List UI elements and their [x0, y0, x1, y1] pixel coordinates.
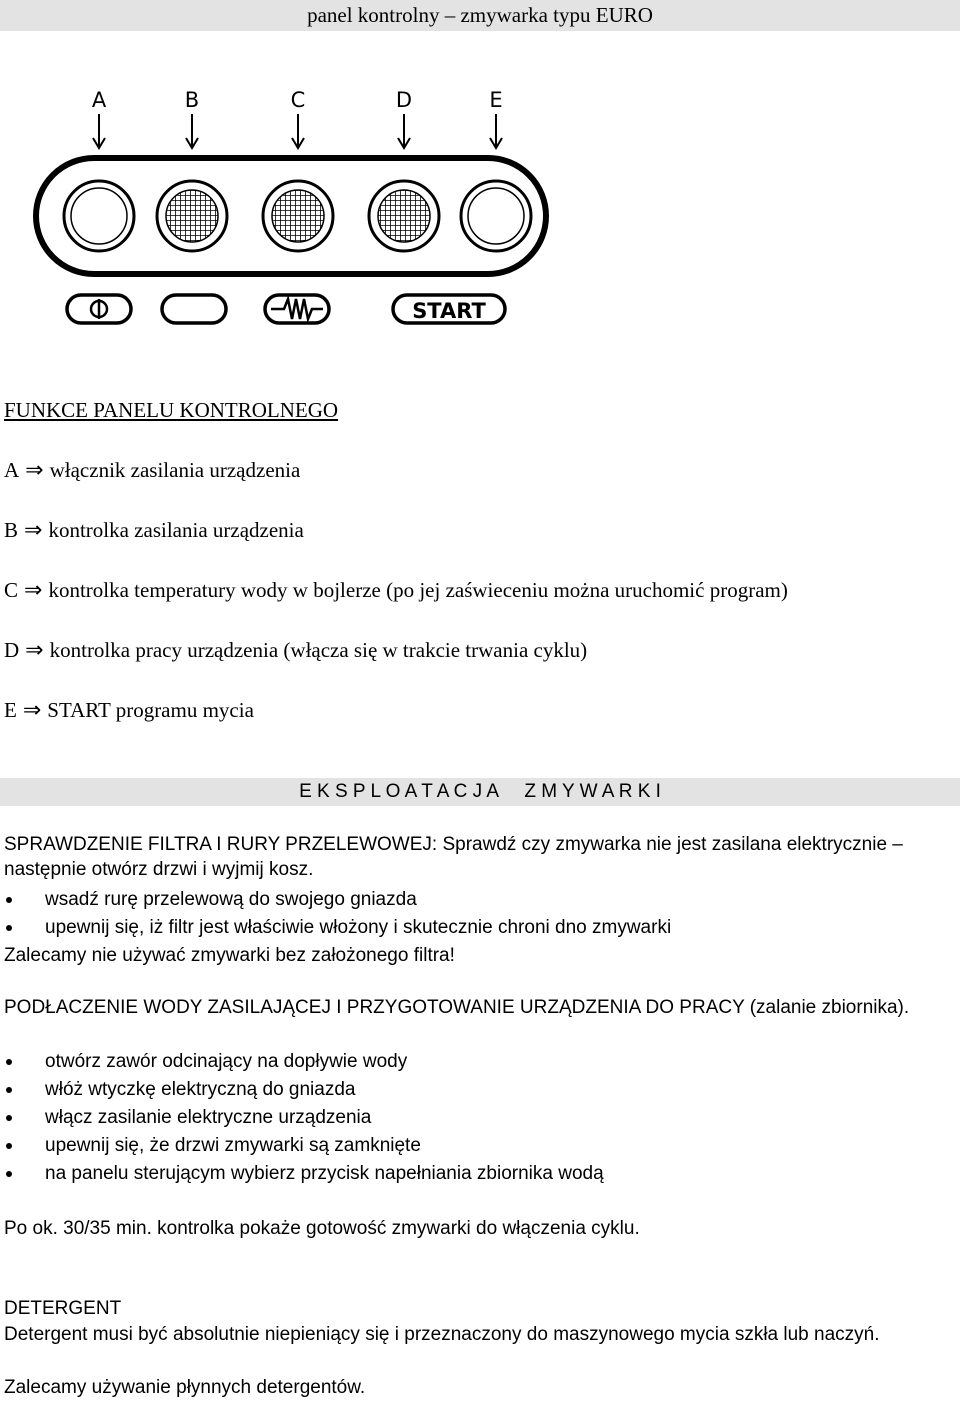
page-header: [0, 0, 960, 31]
power-symbol-icon: [91, 299, 107, 319]
function-text: włącznik zasilania urządzenia: [49, 458, 301, 482]
double-arrow-icon: ⇒: [22, 698, 42, 723]
list-item: upewnij się, iż filtr jest właściwie włożony i skutecznie chroni dno zmywarki: [0, 914, 671, 942]
panel-letter-e: E: [489, 88, 503, 112]
cycle-lamp-d: [369, 181, 439, 251]
function-text: START programu mycia: [47, 698, 254, 722]
function-key: E: [4, 698, 17, 722]
function-item: [4, 518, 304, 543]
panel-letter-d: D: [395, 88, 413, 112]
detergent-note: Zalecamy używanie płynnych detergentów.: [4, 1377, 366, 1398]
blank-label-plate: [162, 295, 226, 323]
page-title: panel kontrolny – zmywarka typu EURO: [307, 3, 653, 27]
double-arrow-icon: ⇒: [25, 458, 44, 483]
filter-bullet-list: [0, 886, 671, 942]
detergent-title: DETERGENT: [4, 1298, 122, 1319]
panel-letter-b: B: [184, 88, 200, 112]
function-text: kontrolka zasilania urządzenia: [48, 518, 304, 542]
function-item: [4, 578, 788, 603]
list-item: na panelu sterującym wybierz przycisk napełniania zbiornika wodą: [0, 1160, 604, 1188]
function-text: kontrolka pracy urządzenia (włącza się w trakcie trwania cyklu): [49, 638, 588, 662]
double-arrow-icon: ⇒: [24, 578, 43, 603]
heater-zigzag-icon: [271, 299, 323, 319]
list-item: włącz zasilanie elektryczne urządzenia: [0, 1104, 604, 1132]
start-button-e: [461, 181, 531, 251]
section-heading: E K S P L O A T A C J A Z M Y W A R K I: [0, 778, 960, 806]
function-key: D: [4, 638, 20, 662]
power-switch-a: [64, 181, 134, 251]
double-arrow-icon: ⇒: [25, 638, 44, 663]
list-item: włóż wtyczkę elektryczną do gniazda: [0, 1076, 604, 1104]
list-item: wsadź rurę przelewową do swojego gniazda: [0, 886, 671, 914]
boiler-temp-lamp-c: [263, 181, 333, 251]
control-panel-diagram: [30, 80, 550, 340]
function-key: C: [4, 578, 19, 602]
double-arrow-icon: ⇒: [24, 518, 43, 543]
water-note: Po ok. 30/35 min. kontrolka pokaże gotowość zmywarki do włączenia cyklu.: [4, 1218, 640, 1239]
functions-title: FUNKCE PANELU KONTROLNEGO: [4, 398, 339, 422]
function-text: kontrolka temperatury wody w bojlerze (po jej zaświeceniu można uruchomić program): [48, 578, 788, 602]
panel-letter-c: C: [290, 88, 306, 112]
water-connection-title: PODŁACZENIE WODY ZASILAJĄCEJ I PRZYGOTOWANIE URZĄDZENIA DO PRACY (zalanie zbiornika).: [4, 997, 910, 1018]
start-label-text: START: [412, 299, 486, 323]
detergent-text: Detergent musi być absolutnie niepieniący się i przeznaczony do maszynowego mycia szkła lub naczyń.: [4, 1324, 880, 1345]
function-item: [4, 458, 300, 483]
function-item: [4, 638, 587, 663]
filter-note: Zalecamy nie używać zmywarki bez założonego filtra!: [4, 945, 455, 966]
power-lamp-b: [157, 181, 227, 251]
list-item: otwórz zawór odcinający na dopływie wody: [0, 1048, 604, 1076]
list-item: upewnij się, że drzwi zmywarki są zamknięte: [0, 1132, 604, 1160]
panel-letter-a: A: [91, 88, 107, 112]
function-item: [4, 698, 254, 723]
function-key: A: [4, 458, 20, 482]
function-key: B: [4, 518, 19, 542]
water-bullet-list: [0, 1048, 604, 1188]
filter-check-text: SPRAWDZENIE FILTRA I RURY PRZELEWOWEJ: Sprawdź czy zmywarka nie jest zasilana elektrycznie – następnie otwórz drzwi i wyjmij kosz.: [4, 834, 903, 880]
